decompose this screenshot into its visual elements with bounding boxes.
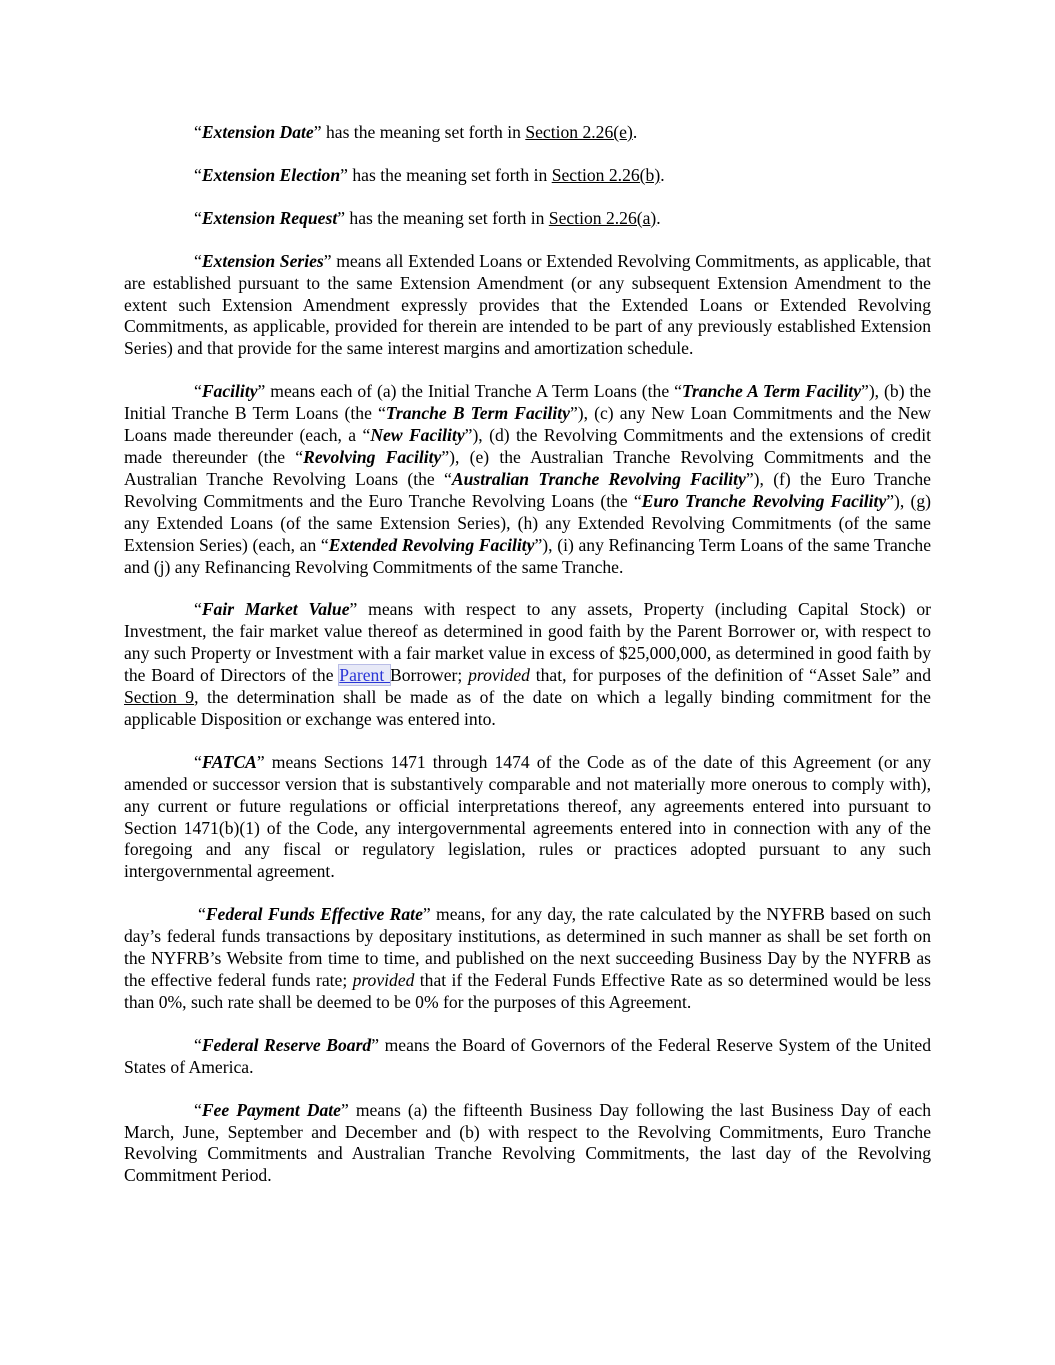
defined-term: FATCA bbox=[201, 751, 257, 772]
sub-defined-term: Tranche B Term Facility bbox=[385, 403, 570, 424]
definition-federal-funds-effective-rate: “Federal Funds Effective Rate” means, for any day, the rate calculated by the NYFRB based on such day’s federal funds transactions by depositary institutions, as determined in such manner as shall be set forth on the NYFRB’s Website from time to time, and published on the next succeeding Business Day by the NYFRB as the effective federal funds rate; provided that if the Federal Funds Effective Rate as so determined would be less than 0%, such rate shall be deemed to be 0% for the purposes of this Agreement. bbox=[124, 904, 932, 1012]
definition-extension-date: “Extension Date” has the meaning set forth in Section 2.26(e). bbox=[194, 122, 638, 142]
definition-extension-request: “Extension Request” has the meaning set forth in Section 2.26(a). bbox=[194, 207, 661, 228]
defined-term: Federal Funds Effective Rate bbox=[205, 904, 423, 925]
definition-fee-payment-date: “Fee Payment Date” means (a) the fifteenth Business Day following the last Business Day of each March, June, September and December and (b) with respect to the Revolving Commitments, Euro Tranche Revolving Commitments and Australian Tranche Revolving Commitments, the last day of the Revolving Commitment Period. bbox=[124, 1099, 932, 1186]
section-reference[interactable]: Section 2.26(a) bbox=[548, 207, 657, 228]
definition-fatca: “FATCA” means Sections 1471 through 1474 of the Code as of the date of this Agreement (or any amended or successor version that is substantively comparable and not materially more onerous to comply with), any current or future regulations or official interpretations thereof, any agreements entered into pursuant to Section 1471(b)(1) of the Code, any intergovernmental agreements entered into in connection with any of the foregoing and any fiscal or regulatory legislation, rules or practices adopted pursuant to any such intergovernmental agreement. bbox=[124, 751, 931, 882]
document-page bbox=[124, 122, 931, 1208]
defined-term: Extension Request bbox=[201, 207, 338, 228]
definition-fair-market-value: “Fair Market Value” means with respect to any assets, Property (including Capital Stock) or Investment, the fair market value thereof as determined in good faith by the Parent Borrower or, with respect to any such Property or Investment with a fair market value in excess of $25,000,000, as determined in good faith by the Board of Directors of the Parent Borrower; provided that, for purposes of the definition of “Asset Sale” and Section 9, the determination shall be made as of the date on which a legally binding commitment for the applicable Disposition or exchange was entered into. bbox=[124, 599, 931, 729]
defined-term: Fee Payment Date bbox=[201, 1099, 341, 1120]
sub-defined-term: Euro Tranche Revolving Facility bbox=[641, 490, 887, 511]
sub-defined-term: Extended Revolving Facility bbox=[328, 534, 535, 555]
section-reference[interactable]: Section 2.26(b) bbox=[551, 164, 661, 185]
definition-extension-election: “Extension Election” has the meaning set forth in Section 2.26(b). bbox=[194, 164, 665, 185]
defined-term: Fair Market Value bbox=[201, 599, 350, 620]
parent-hyperlink[interactable]: Parent bbox=[339, 665, 390, 686]
definition-federal-reserve-board: “Federal Reserve Board” means the Board of Governors of the Federal Reserve System of the United States of America. bbox=[124, 1034, 931, 1077]
definition-extension-series: “Extension Series” means all Extended Loans or Extended Revolving Commitments, as applicable, that are established pursuant to the same Extension Amendment (or any subsequent Extension Amendment to the extent such Extension Amendment expressly provides that the Extended Loans or Extended Revolving Commitments, as applicable, provided for therein are intended to be part of any previously established Extension Series) and that provide for the same interest margins and amortization schedule. bbox=[124, 250, 931, 359]
defined-term: Extension Series bbox=[201, 250, 324, 271]
sub-defined-term: Revolving Facility bbox=[303, 446, 442, 467]
defined-term: Extension Election bbox=[201, 164, 341, 185]
section-reference[interactable]: Section 9 bbox=[124, 687, 195, 708]
defined-term: Facility bbox=[201, 381, 258, 402]
section-reference[interactable]: Section 2.26(e) bbox=[525, 122, 633, 142]
definition-facility: “Facility” means each of (a) the Initial Tranche A Term Loans (the “Tranche A Term Facility”), (b) the Initial Tranche B Term Loans (the “Tranche B Term Facility”), (c) any New Loan Commitments and the New Loans made thereunder (each, a “New Facility”), (d) the Revolving Commitments and the extensions of credit made thereunder (the “Revolving Facility”), (e) the Australian Tranche Revolving Commitments and the Australian Tranche Revolving Loans (the “Australian Tranche Revolving Facility”), (f) the Euro Tranche Revolving Commitments and the Euro Tranche Revolving Loans (the “Euro Tranche Revolving Facility”), (g) any Extended Loans (of the same Extension Series), (h) any Extended Revolving Commitments (of the same Extension Series) (each, an “Extended Revolving Facility”), (i) any Refinancing Term Loans of the same Tranche and (j) any Refinancing Revolving Commitments of the same Tranche. bbox=[124, 381, 932, 577]
sub-defined-term: Tranche A Term Facility bbox=[681, 381, 862, 402]
sub-defined-term: New Facility bbox=[370, 425, 465, 446]
defined-term: Federal Reserve Board bbox=[201, 1034, 372, 1055]
defined-term: Extension Date bbox=[201, 122, 314, 142]
sub-defined-term: Australian Tranche Revolving Facility bbox=[451, 468, 746, 489]
